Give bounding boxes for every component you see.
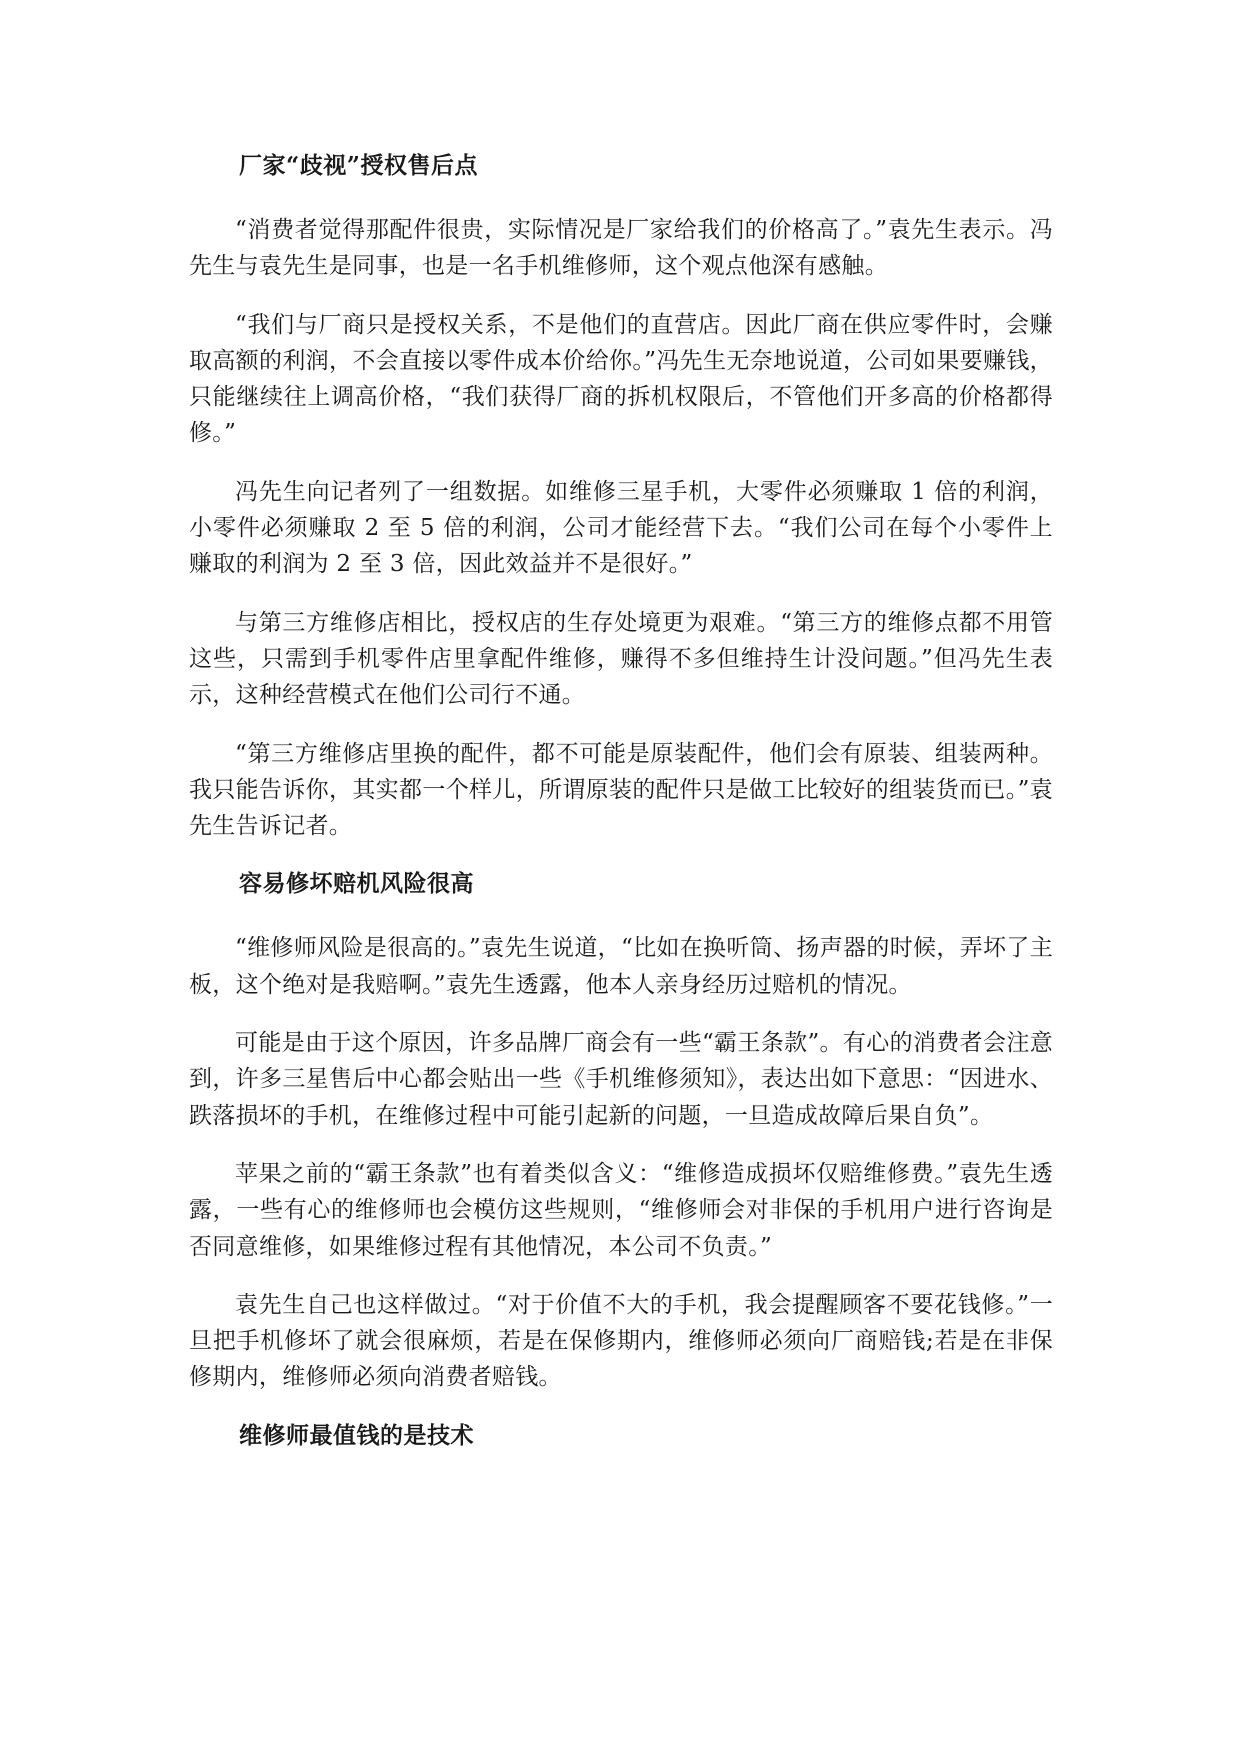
paragraph: “消费者觉得那配件很贵，实际情况是厂家给我们的价格高了。”袁先生表示。冯先生与袁先生是同事，也是一名手机维修师，这个观点他深有感触。 <box>189 217 1053 280</box>
paragraph: 袁先生自己也这样做过。“对于价值不大的手机，我会提醒顾客不要花钱修。”一旦把手机修坏了就会很麻烦，若是在保修期内，维修师必须向厂商赔钱;若是在非保修期内，维修师必须向消费者赔钱。 <box>189 1291 1053 1391</box>
paragraph: 冯先生向记者列了一组数据。如维修三星手机，大零件必须赚取 1 倍的利润，小零件必须赚取 2 至 5 倍的利润，公司才能经营下去。“我们公司在每个小零件上赚取的利润为 2 至 3 倍，因此效益并不是很好。” <box>189 478 1053 578</box>
section-heading: 厂家“歧视”授权售后点 <box>239 152 478 179</box>
document-page <box>189 148 1053 1454</box>
paragraph: 与第三方维修店相比，授权店的生存处境更为艰难。“第三方的维修点都不用管这些，只需到手机零件店里拿配件维修，赚得不多但维持生计没问题。”但冯先生表示，这种经营模式在他们公司行不通。 <box>189 609 1053 709</box>
paragraph: “第三方维修店里换的配件，都不可能是原装配件，他们会有原装、组装两种。我只能告诉你，其实都一个样儿，所谓原装的配件只是做工比较好的组装货而已。”袁先生告诉记者。 <box>189 740 1053 840</box>
section-heading: 容易修坏赔机风险很高 <box>239 870 474 898</box>
paragraph: “维修师风险是很高的。”袁先生说道，“比如在换听筒、扬声器的时候，弄坏了主板，这个绝对是我赔啊。”袁先生透露，他本人亲身经历过赔机的情况。 <box>189 935 1053 998</box>
paragraph: 苹果之前的“霸王条款”也有着类似含义：“维修造成损坏仅赔维修费。”袁先生透露，一些有心的维修师也会模仿这些规则，“维修师会对非保的手机用户进行咨询是否同意维修，如果维修过程有其他情况，本公司不负责。” <box>189 1160 1053 1260</box>
paragraph: 可能是由于这个原因，许多品牌厂商会有一些“霸王条款”。有心的消费者会注意到，许多三星售后中心都会贴出一些《手机维修须知》，表达出如下意思：“因进水、跌落损坏的手机，在维修过程中可能引起新的问题，一旦造成故障后果自负”。 <box>189 1030 1053 1129</box>
section-heading: 维修师最值钱的是技术 <box>239 1421 474 1449</box>
paragraph: “我们与厂商只是授权关系，不是他们的直营店。因此厂商在供应零件时，会赚取高额的利润，不会直接以零件成本价给你。”冯先生无奈地说道，公司如果要赚钱，只能继续往上调高价格，“我们获得厂商的拆机权限后，不管他们开多高的价格都得修。” <box>189 311 1053 447</box>
